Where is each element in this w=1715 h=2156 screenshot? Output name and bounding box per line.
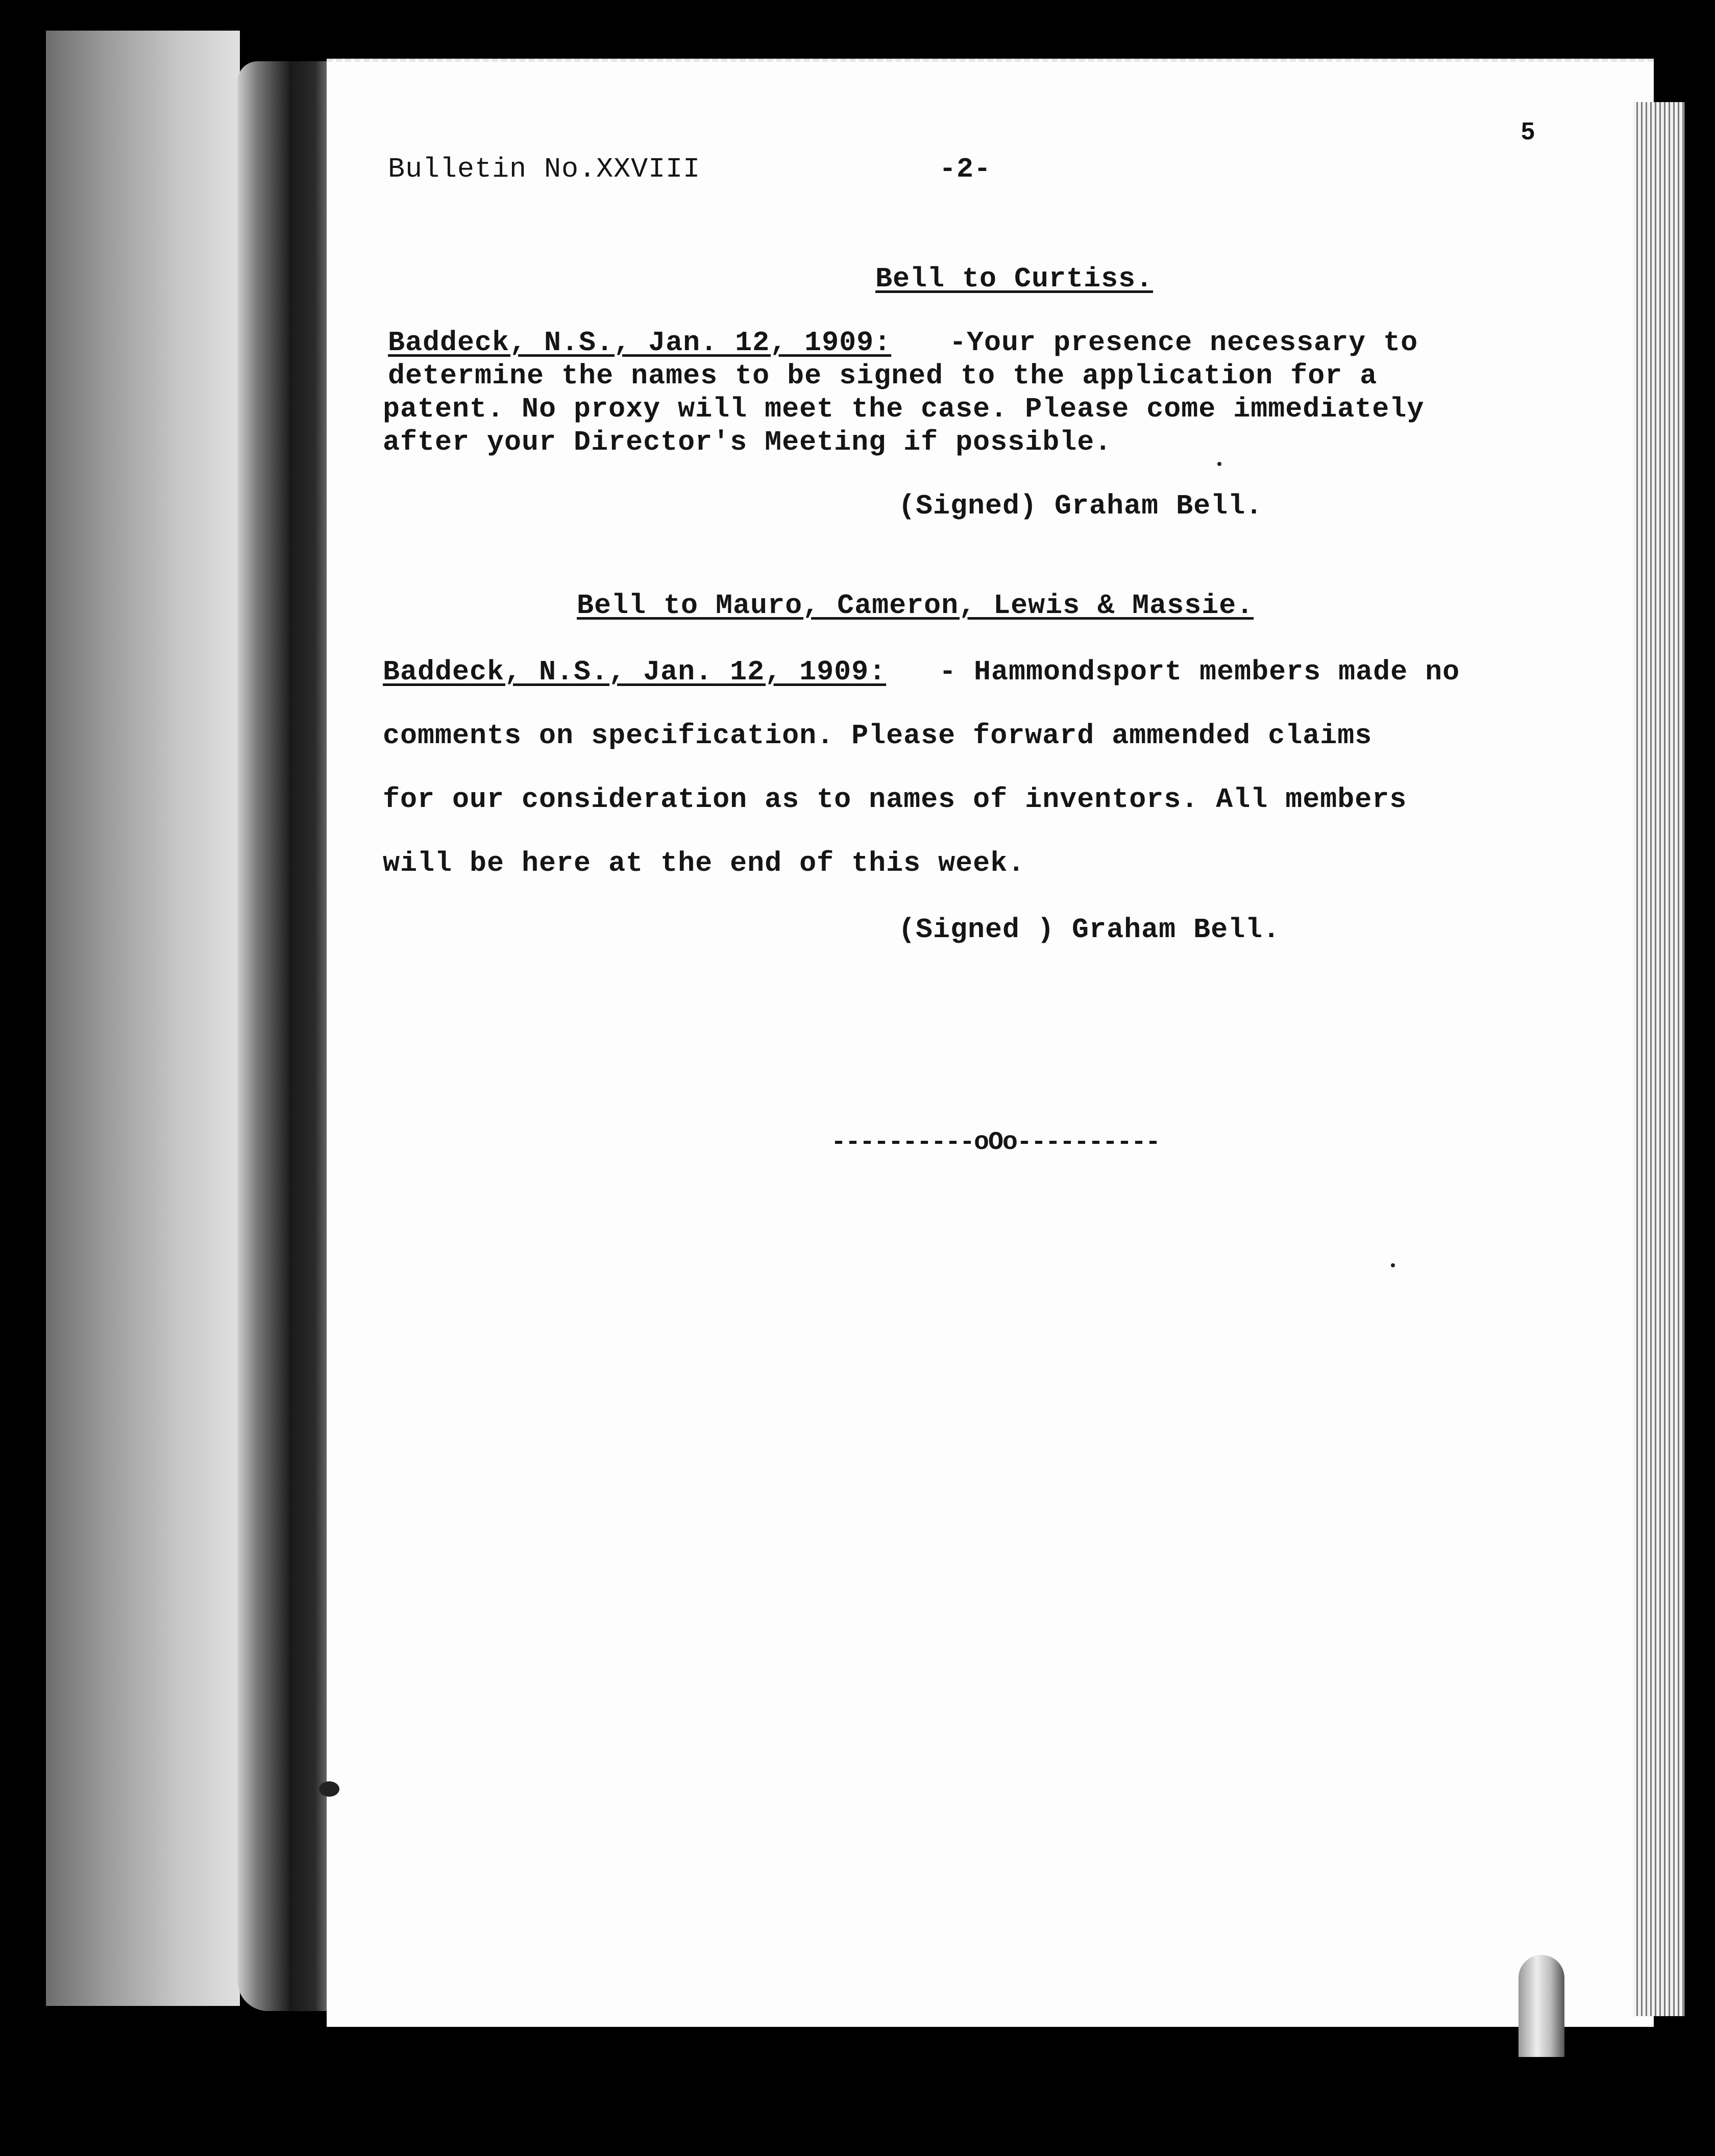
dateline: Baddeck, N.S., Jan. 12, 1909: (383, 656, 887, 688)
body-line: for our consideration as to names of inventors. All members (383, 783, 1407, 816)
section-title: Bell to Curtiss. (875, 263, 1154, 295)
body-line: will be here at the end of this week. (383, 847, 1025, 879)
body-line: - Hammondsport members made no (939, 656, 1460, 688)
dateline: Baddeck, N.S., Jan. 12, 1909: (388, 327, 892, 359)
signature: (Signed) Graham Bell. (898, 490, 1263, 522)
body-line: patent. No proxy will meet the case. Please come immediately (383, 393, 1425, 425)
body-line: -Your presence necessary to (949, 327, 1418, 359)
ink-speck (1217, 462, 1221, 466)
page-marker: -2- (939, 153, 992, 185)
body-line: comments on specification. Please forward ammended claims (383, 720, 1373, 752)
signature: (Signed ) Graham Bell. (898, 914, 1281, 946)
bulletin-header: Bulletin No.XXVIII (388, 153, 701, 185)
end-divider: ----------oOo---------- (830, 1128, 1160, 1157)
book-gutter (237, 61, 334, 2011)
page-number: 5 (1521, 118, 1535, 145)
pen-tip (1518, 1955, 1564, 2057)
facing-page (46, 31, 240, 2006)
page-edges (1633, 102, 1684, 2016)
ink-speck (1391, 1263, 1395, 1267)
ink-speck (319, 1781, 339, 1797)
body-line: after your Director's Meeting if possible. (383, 426, 1112, 458)
body-line: determine the names to be signed to the application for a (388, 360, 1378, 392)
section-title: Bell to Mauro, Cameron, Lewis & Massie. (577, 590, 1254, 622)
